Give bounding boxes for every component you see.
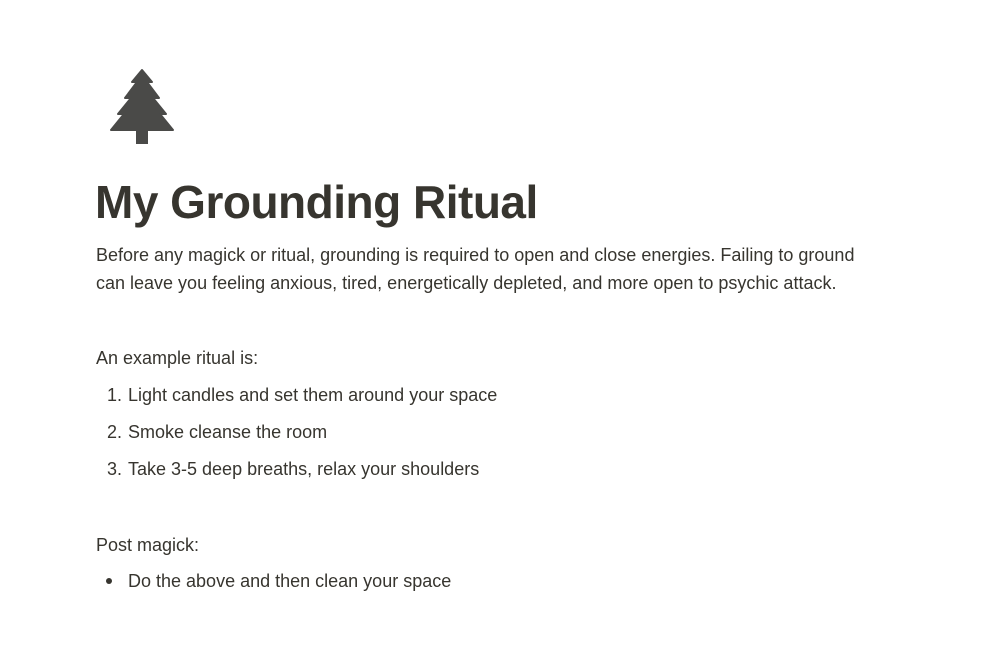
list-item-text: Light candles and set them around your space [128,385,498,405]
list-number: 3. [106,459,122,479]
list-number: 2. [106,422,122,442]
intro-line: can leave you feeling anxious, tired, energetically depleted, and more open to psychic attack. [96,273,837,293]
list-item-text: Take 3-5 deep breaths, relax your shoulders [128,459,480,479]
bullet-dot-icon [106,578,112,584]
list-item-text: Smoke cleanse the room [128,422,328,442]
list-number: 1. [106,385,122,405]
list-item-text: Do the above and then clean your space [128,571,452,591]
intro-paragraph[interactable] [96,241,854,297]
intro-line: Before any magick or ritual, grounding is required to open and close energies. Failing to ground [96,245,855,265]
example-label[interactable]: An example ritual is: [96,348,259,368]
post-magick-label[interactable]: Post magick: [96,535,200,555]
evergreen-tree-icon[interactable] [108,68,176,146]
page-title[interactable]: My Grounding Ritual [95,176,538,228]
